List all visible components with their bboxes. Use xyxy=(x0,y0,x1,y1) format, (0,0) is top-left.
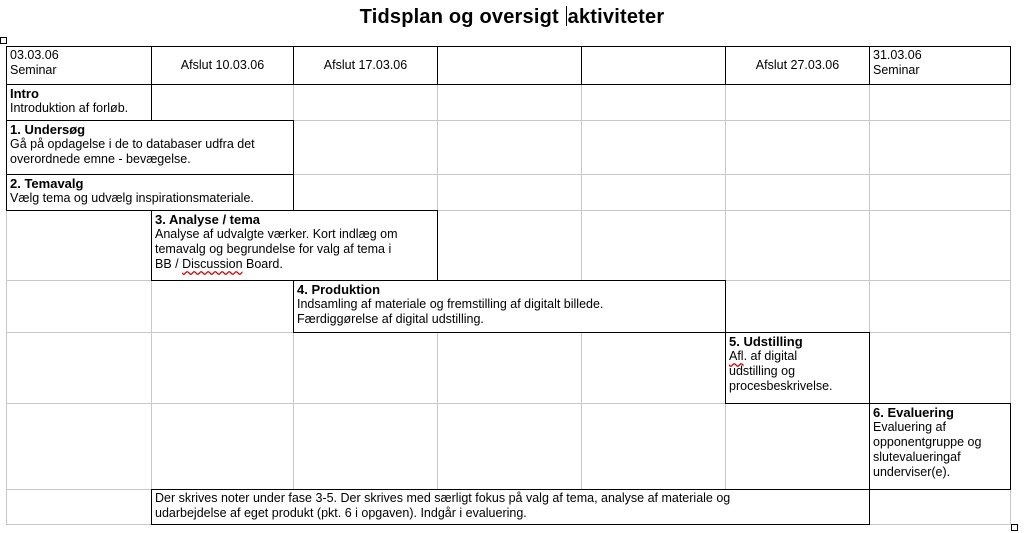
phase-3-title: 3. Analyse / tema xyxy=(155,212,261,227)
header-date-6: Afslut 27.03.06 xyxy=(725,46,870,85)
table-move-handle[interactable] xyxy=(0,37,7,44)
phase-3-text xyxy=(155,227,397,271)
phase-4-text: Indsamling af materiale og fremstilling af digitalt billede. Færdiggørelse af digital udstilling. xyxy=(297,297,604,326)
header-date-1 xyxy=(6,46,152,85)
phase-4-produktion xyxy=(293,280,726,333)
text-cursor xyxy=(566,6,567,26)
phase-intro-title: Intro xyxy=(10,86,39,101)
phase-4-title: 4. Produktion xyxy=(297,282,381,297)
header-date-5 xyxy=(581,46,726,85)
phase-3-text-c: Board. xyxy=(242,257,283,271)
phase-2-text: Vælg tema og udvælg inspirationsmateriale. xyxy=(10,191,254,205)
notes-text: Der skrives noter under fase 3-5. Der skrives med særligt fokus på valg af tema, analyse af materiale og udarbejdelse af eget produkt (pkt. 6 i opgaven). Indgår i evaluering. xyxy=(155,491,731,520)
phase-5-text xyxy=(729,349,833,393)
phase-intro-text: Introduktion af forløb. xyxy=(10,101,129,115)
phase-5-text-a: Afl xyxy=(729,349,744,363)
phase-3-text-b: Discussion xyxy=(182,257,243,271)
header-date-7-date: 31.03.06 xyxy=(873,48,922,62)
title-part-2: aktiviteter xyxy=(567,6,665,28)
phase-1-undersog xyxy=(6,120,294,175)
phase-intro xyxy=(6,84,152,121)
header-date-7 xyxy=(869,46,1011,85)
table-resize-handle[interactable] xyxy=(1011,524,1018,531)
phase-5-title: 5. Udstilling xyxy=(729,334,803,349)
header-date-3: Afslut 17.03.06 xyxy=(293,46,438,85)
header-date-4 xyxy=(437,46,582,85)
header-date-7-label: Seminar xyxy=(873,63,920,77)
phase-5-udstilling xyxy=(725,332,870,404)
page-title xyxy=(0,6,1024,29)
phase-1-text: Gå på opdagelse i de to databaser udfra det overordnede emne - bevægelse. xyxy=(10,137,255,166)
phase-2-title: 2. Temavalg xyxy=(10,176,84,191)
title-part-1: Tidsplan og oversigt xyxy=(359,6,559,28)
phase-6-evaluering xyxy=(869,403,1011,490)
phase-3-text-a: Analyse af udvalgte værker. Kort indlæg om temavalg og begrundelse for valg af tema i BB / xyxy=(155,227,398,271)
phase-5-text-b: . af digital udstilling og procesbeskrivelse. xyxy=(729,349,833,393)
notes-box xyxy=(151,489,870,525)
header-date-1-date: 03.03.06 xyxy=(10,48,59,62)
header-date-1-label: Seminar xyxy=(10,63,57,77)
phase-3-analyse xyxy=(151,210,438,281)
phase-1-title: 1. Undersøg xyxy=(10,122,86,137)
phase-6-text: Evaluering af opponentgruppe og slutevalueringaf underviser(e). xyxy=(873,420,982,479)
header-date-2: Afslut 10.03.06 xyxy=(151,46,294,85)
phase-6-title: 6. Evaluering xyxy=(873,405,954,420)
phase-2-temavalg xyxy=(6,174,294,211)
